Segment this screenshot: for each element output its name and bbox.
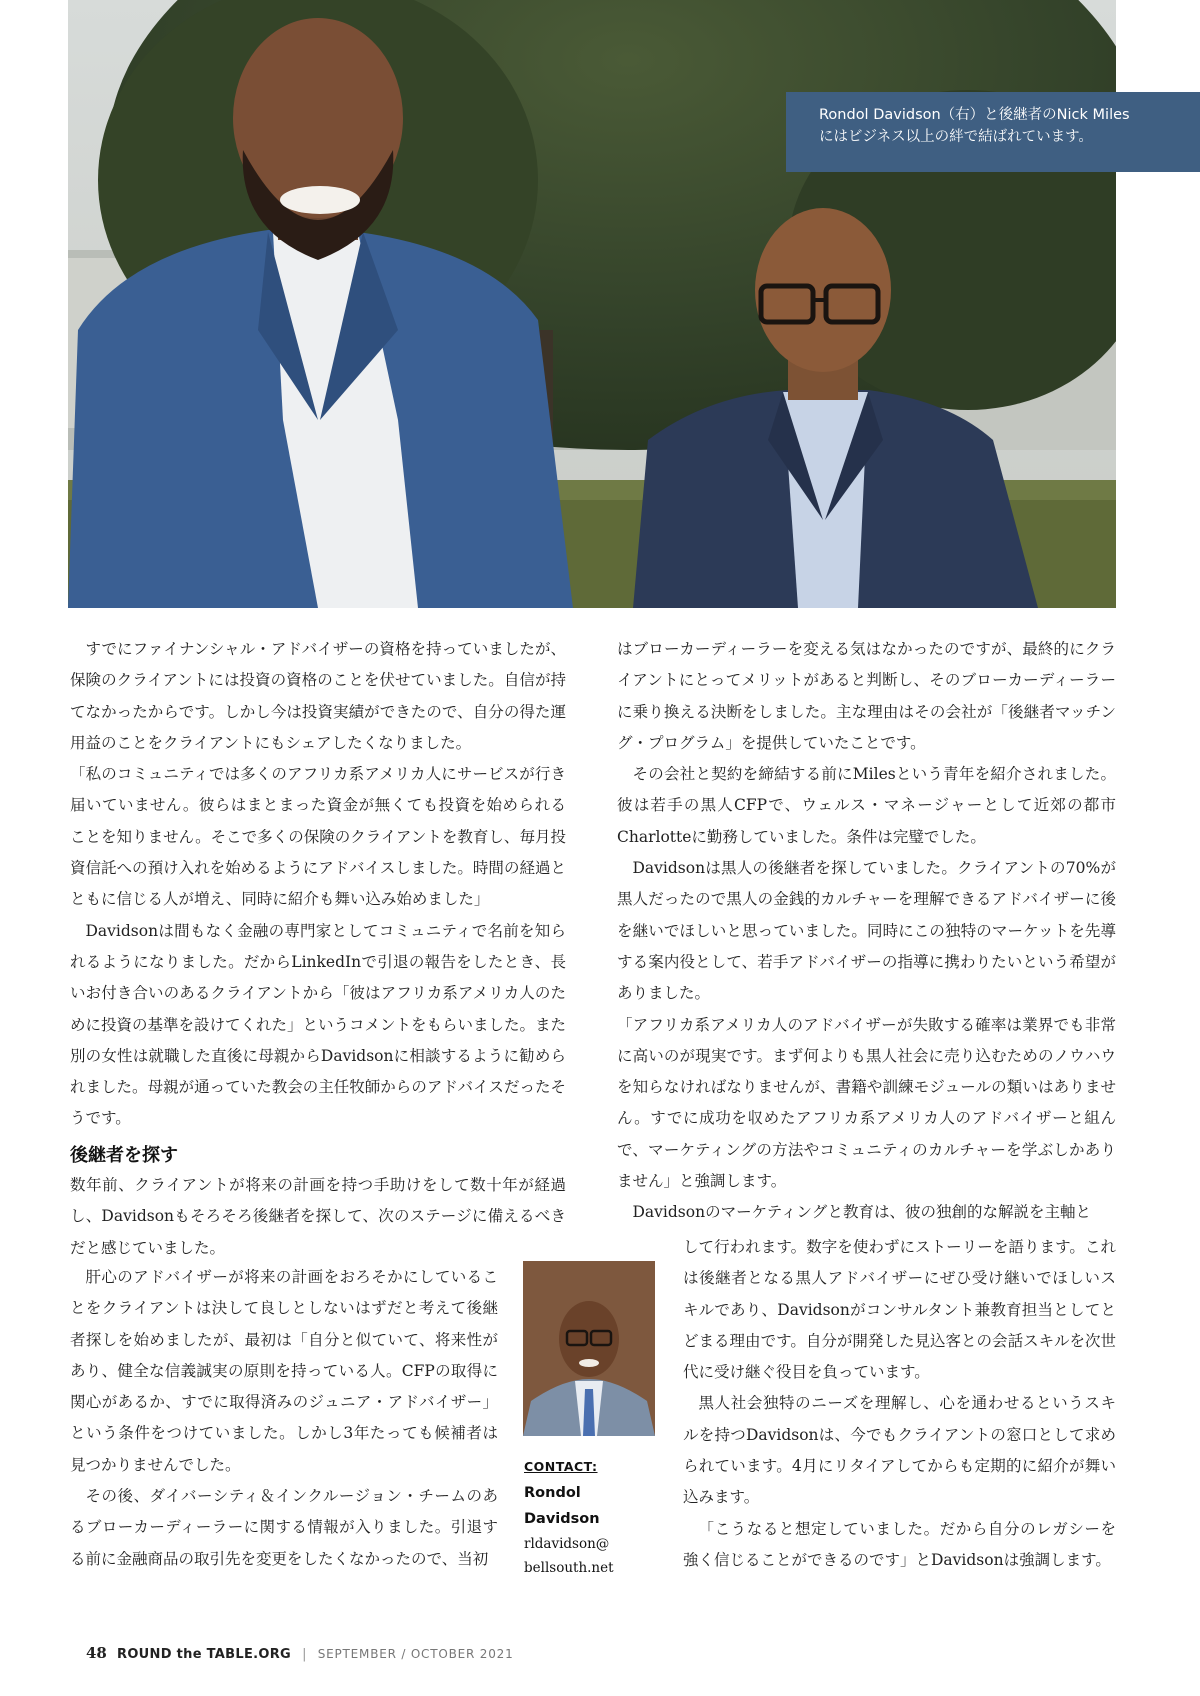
- left-column-section: [70, 1170, 566, 1264]
- paragraph: その会社と契約を締結する前にMilesという青年を紹介されました。彼は若手の黒人CFPで、ウェルス・マネージャーとして近郊の都市Charlotteに勤務していました。条件は完璧でした。: [617, 765, 1116, 846]
- photo-caption: [786, 92, 1200, 172]
- contact-email-user: rldavidson@: [524, 1536, 610, 1552]
- paragraph: Davidsonは黒人の後継者を探していました。クライアントの70%が黒人だったので黒人の金銭的カルチャーを理解できるアドバイザーに後を継いでほしいと思っていました。同時にこの独特のマーケットを先導する案内役として、若手アドバイザーの指導に携わりたいという希望がありました。: [617, 859, 1116, 1003]
- contact-box: [524, 1454, 664, 1580]
- contact-email-domain: bellsouth.net: [524, 1560, 614, 1576]
- paragraph: すでにファイナンシャル・アドバイザーの資格を持っていましたが、保険のクライアントには投資の資格のことを伏せていました。自信が持てなかったからです。しかし今は投資実績ができたので、自分の得た運用益のことをクライアントにもシェアしたくなりました。: [70, 640, 566, 752]
- page-number: 48: [86, 1644, 107, 1662]
- contact-heading: CONTACT:: [524, 1459, 598, 1474]
- contact-portrait: [523, 1261, 655, 1436]
- paragraph: はブローカーディーラーを変える気はなかったのですが、最終的にクライアントにとってメリットがあると判断し、そのブローカーディーラーに乗り換える決断をしました。主な理由はその会社が「後継者マッチング・プログラム」を提供していたことです。: [617, 640, 1116, 752]
- paragraph: 肝心のアドバイザーが将来の計画をおろそかにしていることをクライアントは決して良しとしないはずだと考えて後継者探しを始めましたが、最初は「自分と似ていて、将来性があり、健全な信義誠実の原則を持っている人。CFPの取得に関心があるか、すでに取得済みのジュニア・アドバイザー」という条件をつけていました。しかし3年たっても候補者は見つかりませんでした。: [70, 1268, 498, 1474]
- paragraph: Davidsonは間もなく金融の専門家としてコミュニティで名前を知られるようになりました。だからLinkedInで引退の報告をしたとき、長いお付き合いのあるクライアントから「彼はアフリカ系アメリカ人のために投資の基準を設けてくれた」というコメントをもらいました。また別の女性は就職した直後に母親からDavidsonに相談するように勧められました。母親が通っていた教会の主任牧師からのアドバイスだったそうです。: [70, 921, 567, 1128]
- paragraph: 黒人社会独特のニーズを理解し、心を通わせるというスキルを持つDavidsonは、今でもクライアントの窓口として求められています。4月にリタイアしてからも定期的に紹介が舞い込みます。: [683, 1394, 1116, 1507]
- caption-line-1: Rondol Davidson（右）と後継者のNick Miles: [819, 107, 1130, 123]
- paragraph: して行われます。数字を使わずにストーリーを語ります。これは後継者となる黒人アドバイザーにぜひ受け継いでほしいスキルであり、Davidsonがコンサルタント兼教育担当としてとどまる理由です。自分が開発した見込客との会話スキルを次世代に受け継ぐ役目を負っています。: [683, 1238, 1116, 1382]
- right-column-lower: [683, 1232, 1116, 1576]
- left-column: [70, 634, 566, 1135]
- contact-name-first: Rondol: [524, 1485, 581, 1501]
- right-column: [617, 634, 1116, 1229]
- section-heading: 後継者を探す: [70, 1145, 178, 1166]
- footer-separator: |: [302, 1647, 307, 1662]
- paragraph: 「私のコミュニティでは多くのアフリカ系アメリカ人にサービスが行き届いていません。彼らはまとまった資金が無くても投資を始められることを知りません。そこで多くの保険のクライアントを教育し、毎月投資信託への預け入れを始めるようにアドバイスしました。時間の経過とともに信じる人が増え、同時に紹介も舞い込み始めました」: [70, 765, 566, 909]
- paragraph: 「こうなると想定していました。だから自分のレガシーを強く信じることができるのです」とDavidsonは強調します。: [683, 1519, 1116, 1569]
- contact-name-last: Davidson: [524, 1511, 600, 1527]
- page-footer: [86, 1644, 514, 1662]
- paragraph: 「アフリカ系アメリカ人のアドバイザーが失敗する確率は業界でも非常に高いのが現実です。まず何よりも黒人社会に売り込むためのノウハウを知らなければなりませんが、書籍や訓練モジュールの類いはありません。すでに成功を収めたアフリカ系アメリカ人のアドバイザーと組んで、マーケティングの方法やコミュニティのカルチャーを学ぶしかありません」と強調します。: [617, 1015, 1116, 1191]
- caption-line-2: にはビジネス以上の絆で結ばれています。: [819, 129, 1093, 145]
- issue-date: SEPTEMBER / OCTOBER 2021: [317, 1647, 514, 1661]
- paragraph: 数年前、クライアントが将来の計画を持つ手助けをして数十年が経過し、Davidsonもそろそろ後継者を探して、次のステージに備えるべきだと感じていました。: [70, 1176, 566, 1257]
- left-column-lower: [70, 1262, 498, 1575]
- paragraph: その後、ダイバーシティ＆インクルージョン・チームのあるブローカーディーラーに関する情報が入りました。引退する前に金融商品の取引先を変更をしたくなかったので、当初: [70, 1487, 498, 1568]
- magazine-name: ROUND the TABLE.ORG: [117, 1647, 292, 1662]
- paragraph: Davidsonのマーケティングと教育は、彼の独創的な解説を主軸と: [632, 1203, 1092, 1222]
